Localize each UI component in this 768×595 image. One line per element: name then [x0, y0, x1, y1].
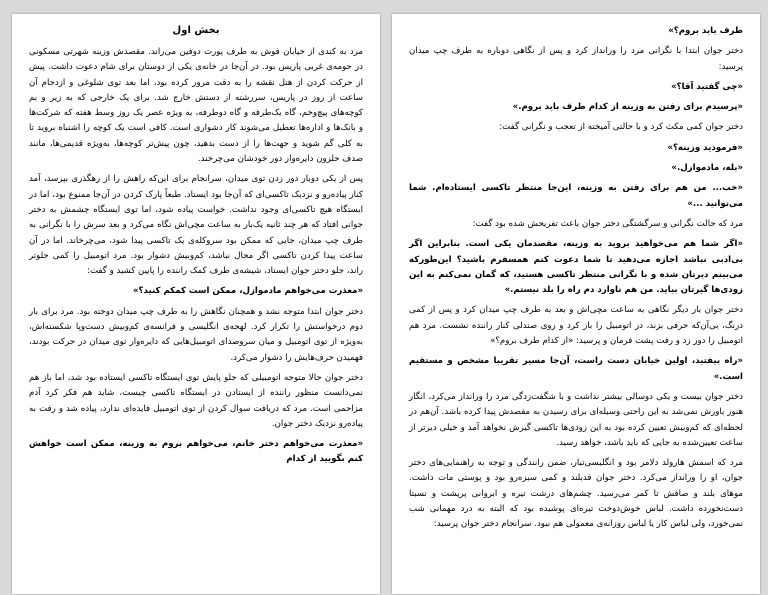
- paragraph: دختر جوان بیست و یکی دوسالی بیشتر نداشت و با شگفت‌زدگی مرد را ورانداز می‌کرد، انگار هنوز باورش نمی‌شد به این راحتی وسیله‌ای برای رسیدن به مقصدش پیدا کرده باشد. آن‌هم در لحظه‌ای که کم‌وبیش تعیین کرده بود به این زودی‌ها تاکسی گیرش نخواهد آمد و خیلی دیرتر از ساعت تعیین‌شده به جایی که باید باشد، خواهد رسید.: [409, 391, 743, 448]
- page-right: [392, 14, 760, 594]
- dialogue-line: «اگر شما هم می‌خواهید بروید به وزینه، مقصدمان یکی است. بنابراین اگر بی‌ادبی نباشد اجازه می‌دهید تا شما دعوت کنم همسفرم باشید؟ این‌طورکه می‌بینم دیرتان شده و با نگرانی منتظر تاکسی هستید، که گمان نمی‌کنم به این زودی‌ها گیرتان بیاید. من هم ناوارد دم راه را بلد نیستم.»: [409, 239, 743, 296]
- dialogue-line: «فرمودید وزینه؟»: [667, 142, 743, 153]
- dialogue-line: «خب... من هم برای رفتن به وزینه، این‌جا منتظر تاکسی ایستاده‌ام. شما می‌توانید ...»: [409, 183, 743, 209]
- paragraph: دختر جوان ابتدا با نگرانی مرد را ورانداز کرد و پس از نگاهی دوباره به طرف چپ میدان پرسید:: [409, 46, 743, 72]
- dialogue-line: «معذرت می‌خواهم مادموازل، ممکن است کمکم کنید؟»: [132, 286, 363, 297]
- dialogue-line: «راه بیفتید، اولین خیابان دست راست، آن‌جا مسیر تقریبا مشخص و مستقیم است.»: [409, 356, 743, 382]
- dialogue-line: «پرسیدم برای رفتن به وزینه از کدام طرف باید بروم.»: [512, 102, 743, 113]
- dialogue-line: طرف باید بروم؟»: [668, 26, 743, 36]
- page-left: [12, 14, 380, 594]
- dialogue-line: «چی گفتید آقا؟»: [671, 81, 743, 92]
- paragraph: دختر جوان ابتدا متوجه نشد و همچنان نگاهش را به طرف چپ میدان دوخته بود. مرد برای بار دوم درخواستش را تکرار کرد. لهجه‌ی انگلیسی و فرانسه‌ی کم‌وبیش دست‌وپا شکسته‌اش، به‌ویژه از توی اتومبیل و میان سروصدای اتومبیل‌هایی که دایره‌وار توی میدان در حرکت بودند، فهمیدن حرف‌هایش را دشوار می‌کرد.: [29, 306, 363, 363]
- paragraph: مرد به کندی از خیابان فوش به طرف پورت دوفین می‌راند. مقصدش وزینه شهرتی مسکونی در حومه‌ی غربی پاریس بود. در آن‌جا در خانه‌ی یکی از دوستان برای شام دعوت داشت. پیش از حرکت کردن از هتل نقشه را به دقت مرور کرده بود، اما بعد توی شلوغی و ازدحام آن ساعت از روز در پاریس، سررشته از دستش خارج شد. برای یک خارجی که به زیر و بم کوچه‌های پیچ‌وخم، گاه یک‌طرفه و گاه دوطرفه، به ویژه عصر یک روز وسط هفته که شرکت‌ها و بانک‌ها و اداره‌ها تعطیل می‌شوند کار دشواری است. کافی است یک کوچه را اشتباه بروید تا به کلی گم شوید و جهت‌ها را از دست بدهید، چون پیش‌تر کوچه‌ها، به‌ویژه قدیمی‌ها، مانند صدف حلزون دایره‌وار دور خودشان می‌چرخند.: [29, 47, 363, 165]
- paragraph: پس از یکی دوبار دور زدن توی میدان، سرانجام برای این‌که راهش را از رهگذری بپرسد، آمد کنار پیاده‌رو و نزدیک تاکسی‌ای که آن‌جا بود ایستاد. طبعاً پارک کردن در آن‌جا ممنوع بود، اما در ایستگاه هیچ تاکسی‌ای وجود نداشت. خواست پیاده شود، اما توی ایستگاه چشمش به دختر جوانی افتاد که هر چند ثانیه یک‌بار به ساعت مچی‌اش نگاه می‌کرد و بعد سرش را با نگرانی به طرف چپ میدان، جایی که ممکن بود سروکله‌ی یک تاکسی پیدا شود، می‌چرخاند. اما در آن ساعت پیدا کردن تاکسی اگر محال نباشد، کم‌وبیش دشوار بود. مرد اتومبیل را کمی جلوتر راند، جلو دختر جوان ایستاد، شیشه‌ی طرف کمک راننده را پایین کشید و گفت:: [29, 174, 363, 277]
- chapter-heading: بخش اول: [172, 25, 220, 36]
- paragraph: دختر جوان کمی مکث کرد و با حالتی آمیخته از تعجب و نگرانی گفت:: [499, 122, 743, 133]
- paragraph: دختر جوان بار دیگر نگاهی به ساعت مچی‌اش و بعد به طرف چپ میدان کرد و پس از کمی درنگ، بی‌آن‌که حرفی بزند، در اتومبیل را باز کرد و روی صندلی کنار راننده نشست. مرد هم اتومبیل را دور زد و رفت پشت فرمان و پرسید: «از کدام طرف بروم؟»: [409, 305, 743, 347]
- paragraph: مرد که حالت نگرانی و سرگشتگی دختر جوان باعث تفریحش شده بود گفت:: [472, 218, 743, 229]
- dialogue-line: «بله، مادموازل.»: [671, 163, 743, 174]
- paragraph: مرد که اسمش هارولد دلامر بود و انگلیسی‌تبار، ضمن رانندگی و توجه به راهنمایی‌های دختر جوان، او را ورانداز می‌کرد. دختر جوان قدبلند و کمی سبزه‌رو بود و پوستی مات داشت. موهای بلند و صافش تا کمر می‌رسید. چشم‌های درشت تیره و ابروانی پرپشت و نسبتا دست‌نخورده داشت. لباس خوش‌دوخت تیره‌ای پوشیده بود که البته به درد مهمانی شب نمی‌خورد، ولی لباس کار یا لباس روزانه‌ی معمولی هم نبود. سرانجام دختر جوان پرسید:: [409, 458, 743, 530]
- paragraph: دختر جوان حالا متوجه اتومبیلی که جلو پایش توی ایستگاه تاکسی ایستاده بود شد، اما باز هم نمی‌دانست منظور راننده از ایستادن در ایستگاه تاکسی چیست، شاید هم فکر کرد آدم مزاحمی است. مرد که دریافت سوال کردن از توی اتومبیل فایده‌ای ندارد، پیاده شد و رفت به پیاده‌رو نزدیک دختر جوان.: [29, 372, 363, 429]
- dialogue-line: «معذرت می‌خواهم دختر خانم، می‌خواهم بروم به وزینه، ممکن است خواهش کنم بگویید از کدام: [29, 439, 363, 465]
